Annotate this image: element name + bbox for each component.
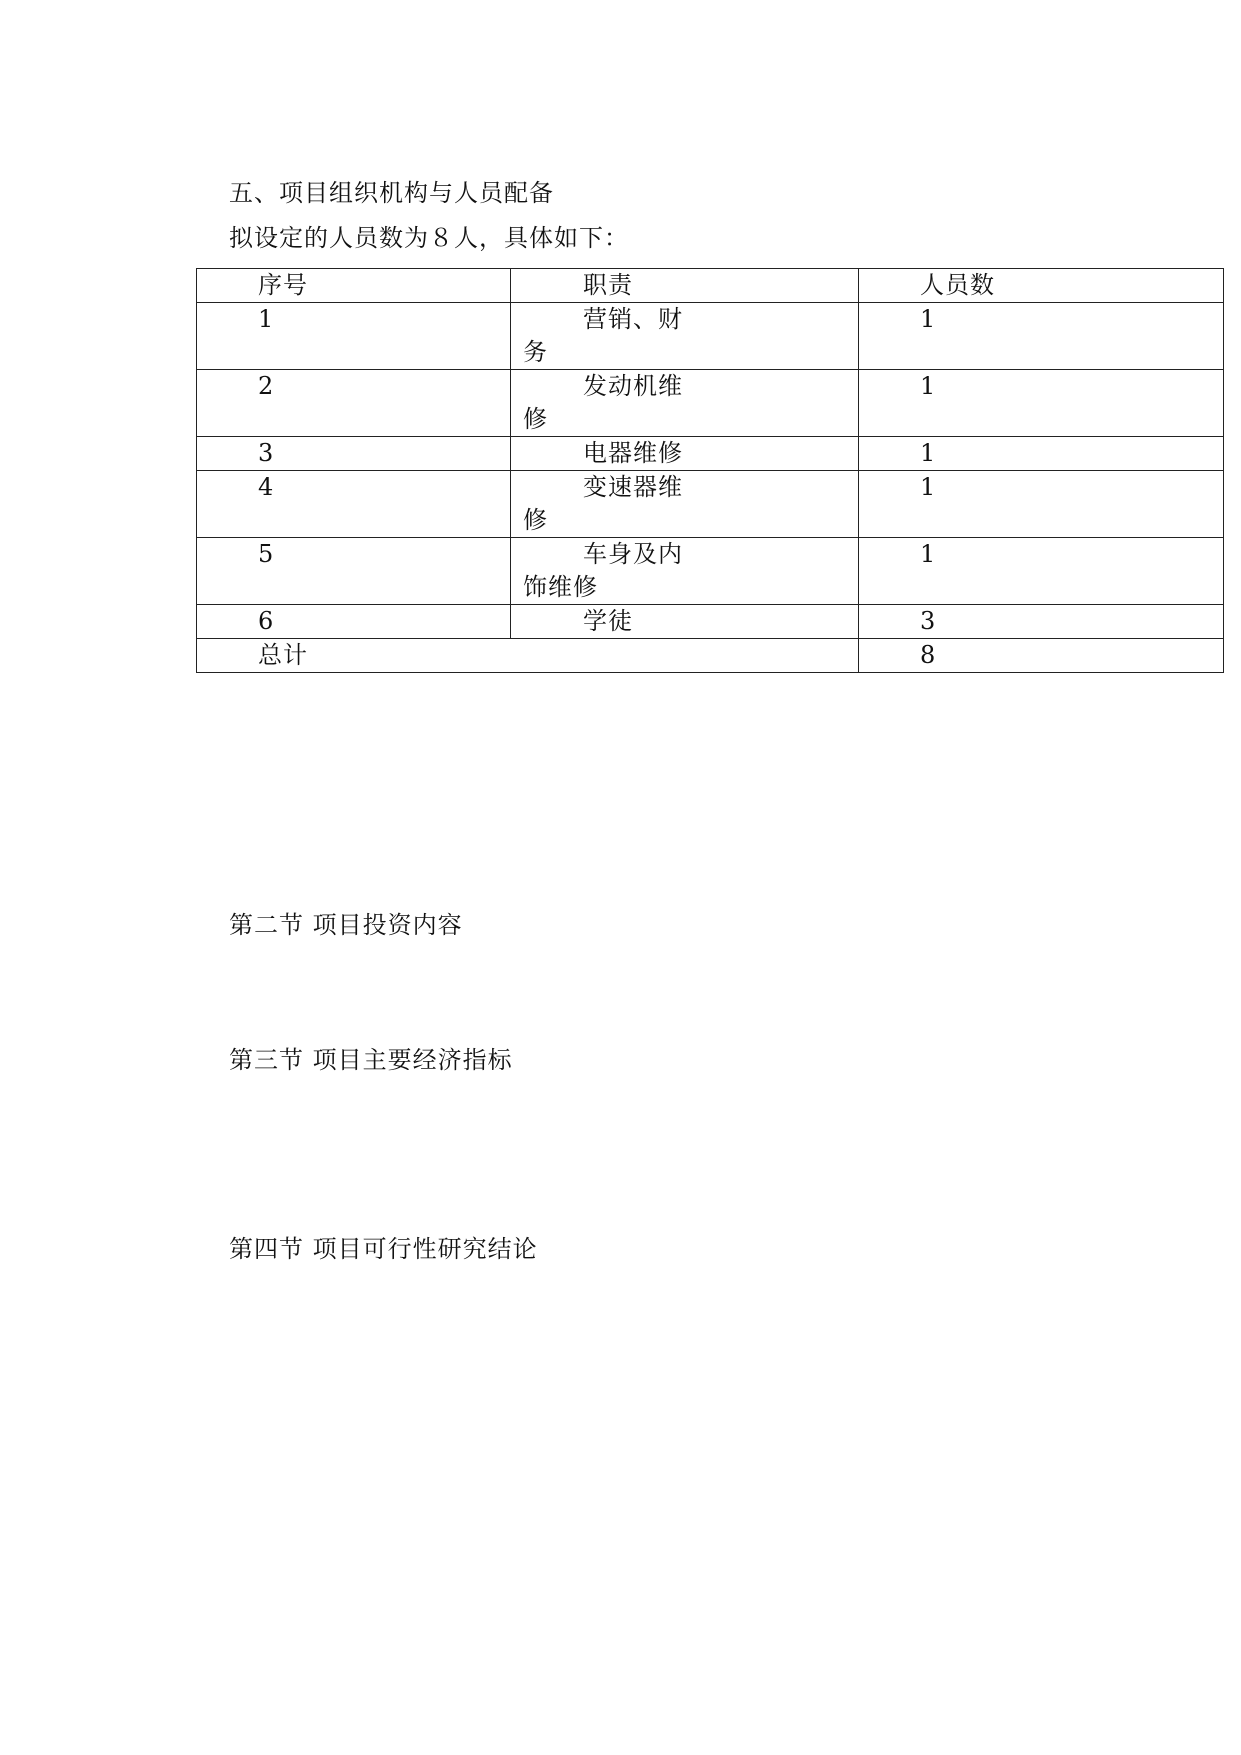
row-no: 3	[197, 437, 511, 471]
row-duty-line1: 电器维修	[583, 439, 683, 467]
intro-text: 拟设定的人员数为８人，具体如下：	[229, 224, 629, 252]
header-count: 人员数	[859, 269, 1224, 303]
row-no: 6	[197, 605, 511, 639]
row-duty-line2: 饰维修	[523, 573, 598, 601]
row-count: 3	[859, 605, 1224, 639]
row-duty	[511, 437, 859, 471]
row-duty	[511, 605, 859, 639]
staff-table	[196, 268, 1224, 673]
table-row	[197, 437, 1224, 471]
row-count: 1	[859, 437, 1224, 471]
section-heading: 五、项目组织机构与人员配备	[229, 179, 554, 207]
row-count: 1	[859, 370, 1224, 437]
section-title-4: 第四节 项目可行性研究结论	[229, 1235, 538, 1263]
row-count: 1	[859, 303, 1224, 370]
header-no: 序号	[197, 269, 511, 303]
row-duty-line1: 变速器维	[583, 473, 683, 501]
total-label: 总计	[197, 639, 859, 673]
header-duty-label: 职责	[583, 271, 633, 299]
row-count: 1	[859, 538, 1224, 605]
table-row	[197, 471, 1224, 538]
row-duty-line2: 修	[523, 506, 548, 534]
total-value: 8	[859, 639, 1224, 673]
row-duty-line1: 车身及内	[583, 540, 683, 568]
row-duty-line1: 营销、财	[583, 305, 683, 333]
table-row	[197, 303, 1224, 370]
row-duty	[511, 471, 859, 538]
table-row	[197, 370, 1224, 437]
table-row	[197, 538, 1224, 605]
header-duty	[511, 269, 859, 303]
row-duty-line1: 学徒	[583, 607, 633, 635]
row-duty	[511, 370, 859, 437]
table-row	[197, 605, 1224, 639]
table-header-row	[197, 269, 1224, 303]
row-no: 1	[197, 303, 511, 370]
row-duty	[511, 538, 859, 605]
row-no: 5	[197, 538, 511, 605]
row-no: 2	[197, 370, 511, 437]
row-duty	[511, 303, 859, 370]
row-duty-line2: 务	[523, 338, 548, 366]
section-title-3: 第三节 项目主要经济指标	[229, 1046, 513, 1074]
row-count: 1	[859, 471, 1224, 538]
table-total-row	[197, 639, 1224, 673]
row-duty-line2: 修	[523, 405, 548, 433]
row-duty-line1: 发动机维	[583, 372, 683, 400]
section-title-2: 第二节 项目投资内容	[229, 911, 463, 939]
row-no: 4	[197, 471, 511, 538]
